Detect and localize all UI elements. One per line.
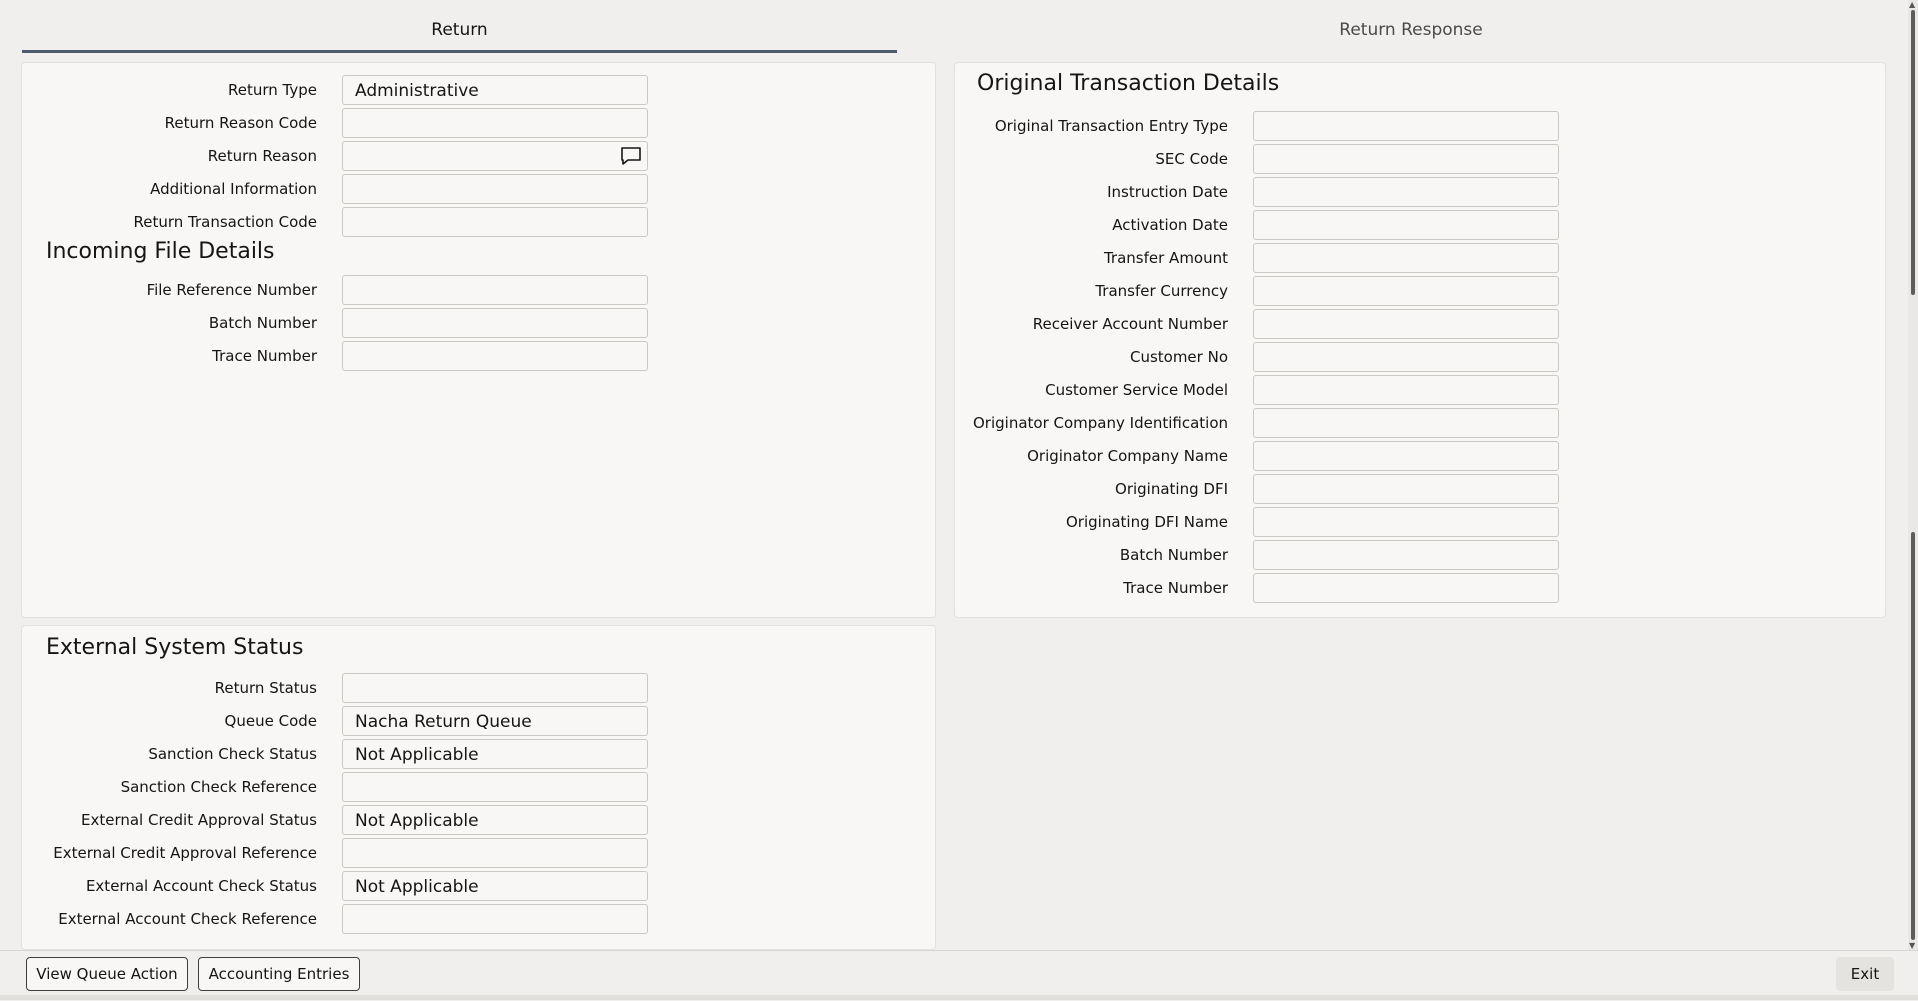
activation-date-label: Activation Date [1112,216,1228,234]
sanction-check-reference-row [22,771,648,803]
original-transaction-title: Original Transaction Details [977,71,1280,96]
original-transaction-panel [954,62,1886,618]
external-credit-approval-status-field[interactable]: Not Applicable [342,805,648,835]
sanction-check-reference-field[interactable] [342,772,648,802]
return-reason-code-row [22,107,648,139]
return-reason-label: Return Reason [207,147,317,165]
sanction-check-status-row [22,738,648,770]
orig-entry-type-row [955,110,1559,142]
incoming-trace-number-field[interactable] [342,341,648,371]
sanction-check-status-field[interactable]: Not Applicable [342,739,648,769]
external-credit-approval-reference-row [22,837,648,869]
sec-code-row [955,143,1559,175]
incoming-file-details-title: Incoming File Details [46,239,275,264]
return-type-row [22,74,648,106]
queue-code-field[interactable]: Nacha Return Queue [342,706,648,736]
sec-code-label: SEC Code [1155,150,1228,168]
vertical-scrollbar[interactable] [1908,0,1918,950]
return-type-label: Return Type [228,81,317,99]
file-reference-number-label: File Reference Number [146,281,317,299]
scroll-thumb-upper[interactable] [1911,10,1915,295]
incoming-batch-number-row [22,307,648,339]
incoming-batch-number-field[interactable] [342,308,648,338]
external-account-check-reference-field[interactable] [342,904,648,934]
originating-dfi-name-field[interactable] [1253,507,1559,537]
tab-return-response[interactable]: Return Response [1339,20,1483,40]
instruction-date-row [955,176,1559,208]
incoming-batch-number-label: Batch Number [208,314,317,332]
originating-dfi-row [955,473,1559,505]
incoming-trace-number-label: Trace Number [212,347,317,365]
originator-company-id-row [955,407,1559,439]
footer-bar [0,950,1918,1001]
exit-button[interactable]: Exit [1836,957,1894,991]
scroll-thumb-lower[interactable] [1911,532,1915,940]
return-reason-code-field[interactable] [342,108,648,138]
queue-code-row [22,705,648,737]
file-reference-number-row [22,274,648,306]
return-transaction-code-field[interactable] [342,207,648,237]
view-queue-action-button[interactable]: View Queue Action [26,957,188,991]
return-reason-field[interactable] [342,141,648,171]
return-status-row [22,672,648,704]
sanction-check-status-label: Sanction Check Status [148,745,317,763]
external-account-check-status-label: External Account Check Status [85,877,317,895]
customer-service-model-row [955,374,1559,406]
scroll-up-arrow-icon[interactable]: ▲ [1909,0,1916,9]
external-credit-approval-status-row [22,804,648,836]
incoming-trace-number-row [22,340,648,372]
external-account-check-reference-label: External Account Check Reference [58,910,317,928]
orig-batch-number-row [955,539,1559,571]
return-transaction-code-row [22,206,648,238]
customer-no-label: Customer No [1129,348,1228,366]
originating-dfi-field[interactable] [1253,474,1559,504]
orig-trace-number-field[interactable] [1253,573,1559,603]
receiver-account-number-field[interactable] [1253,309,1559,339]
transfer-currency-label: Transfer Currency [1095,282,1228,300]
orig-batch-number-label: Batch Number [1119,546,1228,564]
sec-code-field[interactable] [1253,144,1559,174]
originator-company-name-row [955,440,1559,472]
originating-dfi-label: Originating DFI [1115,480,1228,498]
originator-company-id-label: Originator Company Identification [973,414,1228,432]
additional-information-row [22,173,648,205]
return-status-label: Return Status [214,679,317,697]
external-account-check-reference-row [22,903,648,935]
customer-service-model-field[interactable] [1253,375,1559,405]
orig-trace-number-row [955,572,1559,604]
accounting-entries-button[interactable]: Accounting Entries [198,957,360,991]
orig-trace-number-label: Trace Number [1123,579,1228,597]
scroll-down-arrow-icon[interactable]: ▼ [1909,941,1916,950]
transfer-amount-label: Transfer Amount [1103,249,1228,267]
instruction-date-field[interactable] [1253,177,1559,207]
activation-date-field[interactable] [1253,210,1559,240]
return-reason-row [22,140,648,172]
originator-company-name-label: Originator Company Name [1027,447,1228,465]
return-panel [21,62,936,618]
message-icon[interactable] [619,145,643,167]
receiver-account-number-label: Receiver Account Number [1032,315,1228,333]
customer-no-field[interactable] [1253,342,1559,372]
return-reason-code-label: Return Reason Code [164,114,317,132]
receiver-account-number-row [955,308,1559,340]
additional-information-label: Additional Information [150,180,317,198]
external-system-status-panel [21,625,936,950]
transfer-currency-row [955,275,1559,307]
originator-company-id-field[interactable] [1253,408,1559,438]
transfer-currency-field[interactable] [1253,276,1559,306]
external-account-check-status-row [22,870,648,902]
external-credit-approval-reference-label: External Credit Approval Reference [53,844,317,862]
customer-service-model-label: Customer Service Model [1045,381,1228,399]
orig-entry-type-field[interactable] [1253,111,1559,141]
originating-dfi-name-row [955,506,1559,538]
originator-company-name-field[interactable] [1253,441,1559,471]
activation-date-row [955,209,1559,241]
transfer-amount-row [955,242,1559,274]
transfer-amount-field[interactable] [1253,243,1559,273]
additional-information-field[interactable] [342,174,648,204]
customer-no-row [955,341,1559,373]
bottom-strip [0,995,1918,1000]
file-reference-number-field[interactable] [342,275,648,305]
sanction-check-reference-label: Sanction Check Reference [120,778,317,796]
queue-code-label: Queue Code [224,712,317,730]
tab-bar [0,0,1900,56]
orig-batch-number-field[interactable] [1253,540,1559,570]
external-account-check-status-field[interactable]: Not Applicable [342,871,648,901]
originating-dfi-name-label: Originating DFI Name [1066,513,1228,531]
orig-entry-type-label: Original Transaction Entry Type [994,117,1228,135]
return-type-field[interactable]: Administrative [342,75,648,105]
instruction-date-label: Instruction Date [1107,183,1228,201]
return-transaction-code-label: Return Transaction Code [133,213,317,231]
external-system-status-title: External System Status [46,635,304,660]
tab-return[interactable]: Return [22,0,897,53]
return-status-field[interactable] [342,673,648,703]
external-credit-approval-reference-field[interactable] [342,838,648,868]
external-credit-approval-status-label: External Credit Approval Status [80,811,317,829]
